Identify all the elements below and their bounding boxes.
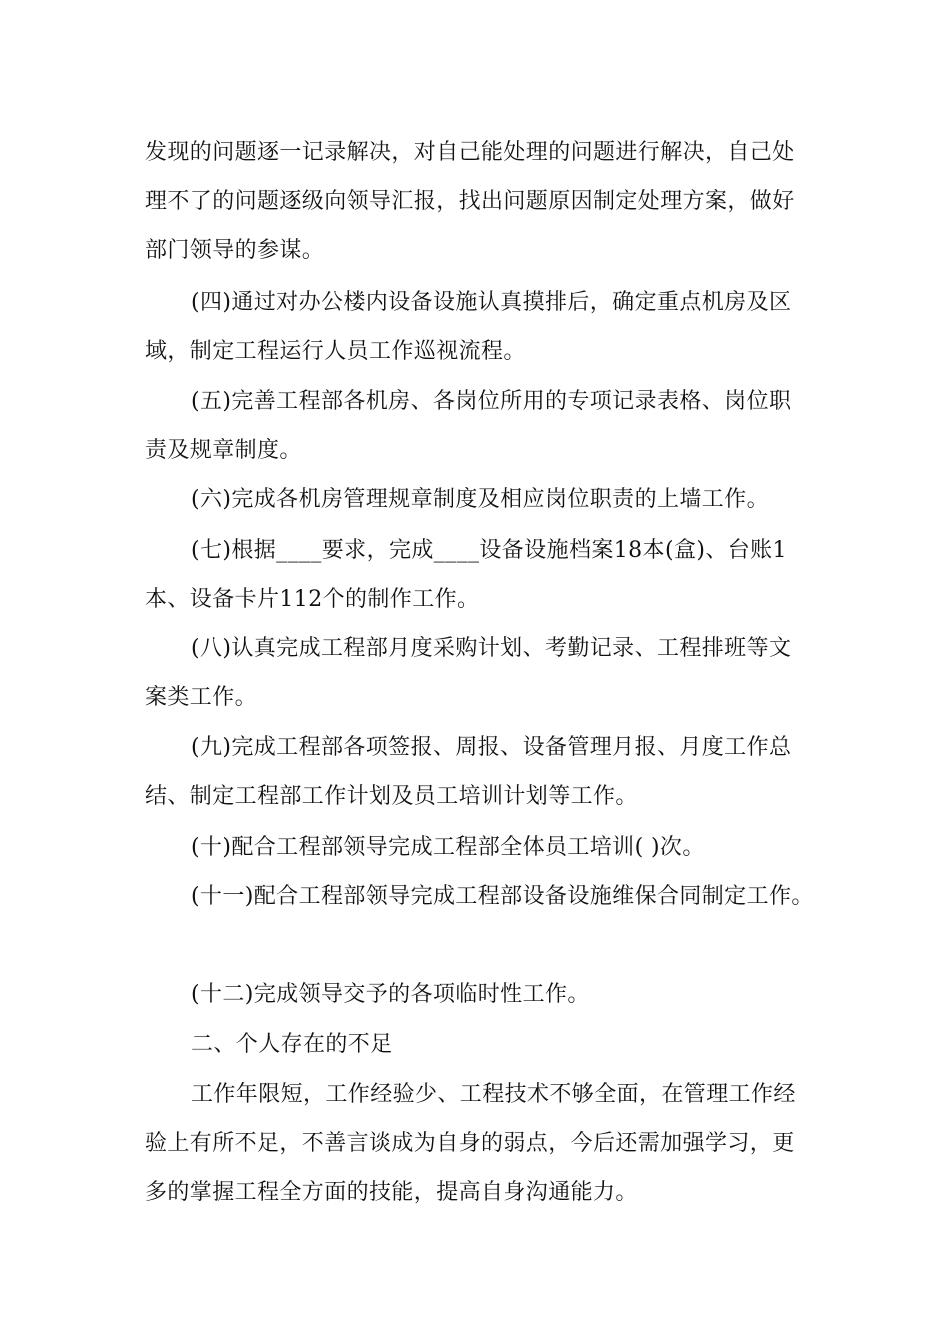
paragraph-item-8: (八)认真完成工程部月度采购计划、考勤记录、工程排班等文案类工作。 <box>145 636 792 710</box>
section-heading-shortcomings: 二、个人存在的不足 <box>191 1032 393 1057</box>
paragraph-shortcomings: 工作年限短，工作经验少、工程技术不够全面，在管理工作经验上有所不足，不善言谈成为自身的弱点，今后还需加强学习，更多的掌握工程全方面的技能，提高自身沟通能力。 <box>145 1082 796 1205</box>
paragraph-item-5: (五)完善工程部各机房、各岗位所用的专项记录表格、岗位职责及规章制度。 <box>145 389 792 463</box>
paragraph-continuation: 发现的问题逐一记录解决，对自己能处理的问题进行解决，自己处理不了的问题逐级向领导汇报，找出问题原因制定处理方案，做好部门领导的参谋。 <box>145 140 795 263</box>
paragraph-item-7: (七)根据____要求，完成____设备设施档案18本(盒)、台账1本、设备卡片112个的制作工作。 <box>145 538 787 612</box>
paragraph-item-11: (十一)配合工程部领导完成工程部设备设施维保合同制定工作。 <box>191 884 814 909</box>
paragraph-item-10: (十)配合工程部领导完成工程部全体员工培训( )次。 <box>191 835 705 860</box>
paragraph-item-4: (四)通过对办公楼内设备设施认真摸排后，确定重点机房及区域，制定工程运行人员工作巡视流程。 <box>145 290 792 364</box>
paragraph-item-9: (九)完成工程部各项签报、周报、设备管理月报、月度工作总结、制定工程部工作计划及员工培训计划等工作。 <box>145 735 792 809</box>
paragraph-item-6: (六)完成各机房管理规章制度及相应岗位职责的上墙工作。 <box>191 487 769 512</box>
paragraph-item-12: (十二)完成领导交予的各项临时性工作。 <box>191 982 590 1007</box>
